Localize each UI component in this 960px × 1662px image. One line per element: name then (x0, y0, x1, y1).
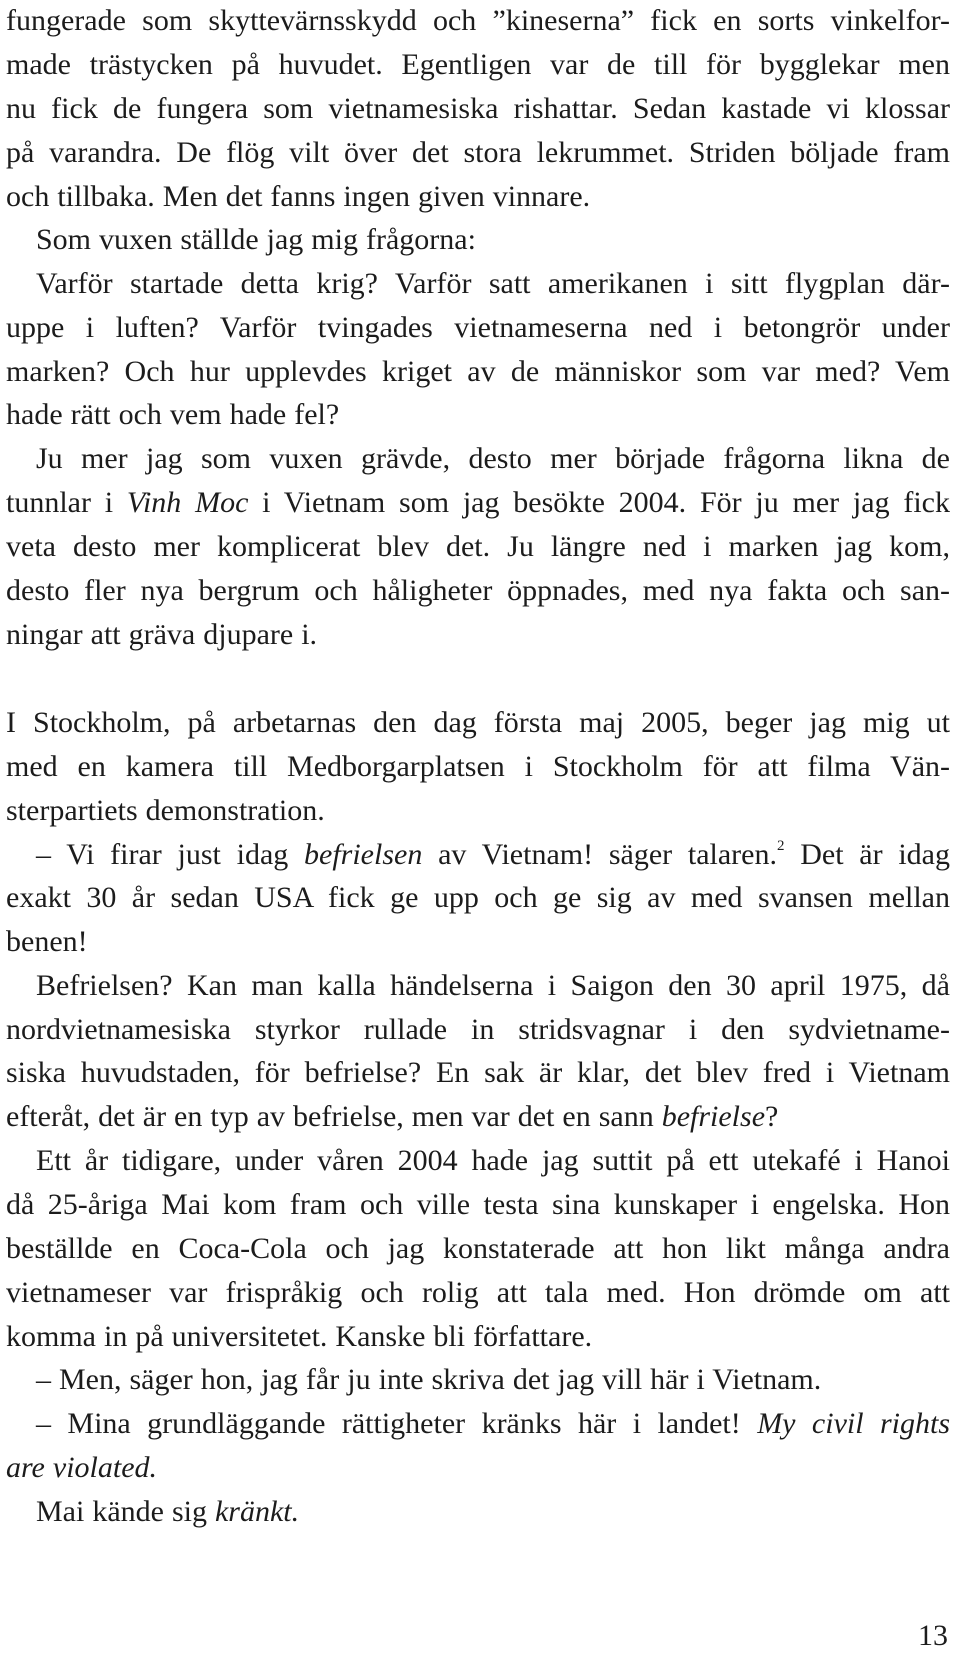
emphasis-text: are violated. (6, 1451, 158, 1484)
text-run: Varför startade detta krig? Varför satt amerikanen i sitt flygplan där- (36, 267, 950, 300)
text-line (36, 837, 950, 873)
text-run: sterpartiets demonstration. (6, 794, 325, 827)
text-line (6, 1187, 950, 1223)
emphasis-text: befrielsen (304, 838, 423, 871)
footnote-marker: 2 (776, 838, 785, 854)
text-line (6, 485, 950, 521)
text-line (6, 617, 950, 653)
text-run: och tillbaka. Men det fanns ingen given vinnare. (6, 180, 591, 213)
text-run: benen! (6, 925, 88, 958)
text-line (36, 1406, 950, 1442)
text-run: made trästycken på huvudet. Egentligen var de till för bygglekar men (6, 48, 950, 81)
text-run: med en kamera till Medborgarplatsen i Stockholm för att filma Vän- (6, 750, 950, 783)
text-run: I Stockholm, på arbetarnas den dag första maj 2005, beger jag mig ut (6, 706, 950, 739)
text-line (36, 968, 950, 1004)
emphasis-text: befrielse (661, 1100, 766, 1133)
text-run: komma in på universitetet. Kanske bli författare. (6, 1320, 593, 1353)
text-line (6, 880, 950, 916)
text-line (6, 924, 950, 960)
text-line (6, 135, 950, 171)
text-line (6, 310, 950, 346)
text-run: – Men, säger hon, jag får ju inte skriva det jag vill här i Vietnam. (36, 1363, 822, 1396)
emphasis-text: My civil rights (757, 1407, 950, 1440)
text-line (6, 1055, 950, 1091)
text-run: nordvietnamesiska styrkor rullade in stridsvagnar i den sydvietname- (6, 1013, 950, 1046)
text-line (6, 1099, 950, 1135)
text-line (6, 793, 950, 829)
text-run: tunnlar i (6, 486, 127, 519)
text-run: Ju mer jag som vuxen grävde, desto mer började frågorna likna de (36, 442, 950, 475)
text-line (6, 1319, 950, 1355)
text-line (6, 1450, 950, 1486)
text-line (6, 91, 950, 127)
text-line (6, 1012, 950, 1048)
text-line (6, 749, 950, 785)
text-run: Befrielsen? Kan man kalla händelserna i Saigon den 30 april 1975, då (36, 969, 950, 1002)
text-run: – Mina grundläggande rättigheter kränks här i landet! (36, 1407, 758, 1440)
emphasis-text: Vinh Moc (126, 486, 249, 519)
text-run: nu fick de fungera som vietnamesiska rishattar. Sedan kastade vi klossar (6, 92, 950, 125)
text-line (6, 1231, 950, 1267)
page-number: 13 (918, 1619, 948, 1652)
text-line (36, 1494, 950, 1530)
text-line (36, 1143, 950, 1179)
text-run: – Vi firar just idag (36, 838, 305, 871)
text-run: Ett år tidigare, under våren 2004 hade jag suttit på ett utekafé i Hanoi (36, 1144, 950, 1177)
text-run: Det är idag (784, 838, 950, 871)
text-run: marken? Och hur upplevdes kriget av de människor som var med? Vem (6, 355, 950, 388)
text-run: av Vietnam! säger talaren. (422, 838, 777, 871)
emphasis-text: kränkt. (214, 1495, 300, 1528)
text-line (6, 1275, 950, 1311)
text-run: på varandra. De flög vilt över det stora lekrummet. Striden böljade fram (6, 136, 950, 169)
text-run: Som vuxen ställde jag mig frågorna: (36, 223, 476, 256)
text-run: ? (765, 1100, 779, 1133)
text-line (6, 47, 950, 83)
text-run: då 25-åriga Mai kom fram och ville testa sina kunskaper i engelska. Hon (6, 1188, 950, 1221)
text-run: i Vietnam som jag besökte 2004. För ju mer jag fick (248, 486, 950, 519)
text-line (6, 3, 950, 39)
text-run: efteråt, det är en typ av befrielse, men var det en sann (6, 1100, 662, 1133)
text-line (6, 354, 950, 390)
text-run: Mai kände sig (36, 1495, 215, 1528)
text-run: siska huvudstaden, för befrielse? En sak är klar, det blev fred i Vietnam (6, 1056, 950, 1089)
text-run: fungerade som skyttevärnsskydd och ”kineserna” fick en sorts vinkelfor- (6, 4, 950, 37)
text-line (36, 1362, 950, 1398)
text-run: uppe i luften? Varför tvingades vietnameserna ned i betongrör under (6, 311, 950, 344)
text-run: ningar att gräva djupare i. (6, 618, 318, 651)
text-line (6, 529, 950, 565)
text-line (6, 397, 950, 433)
text-run: desto fler nya bergrum och håligheter öppnades, med nya fakta och san- (6, 574, 950, 607)
text-run: beställde en Coca-Cola och jag konstaterade att hon likt många andra (6, 1232, 950, 1265)
text-run: vietnameser var frispråkig och rolig att tala med. Hon drömde om att (6, 1276, 950, 1309)
text-line (6, 179, 950, 215)
text-line (36, 222, 950, 258)
text-line (36, 441, 950, 477)
text-line (36, 266, 950, 302)
text-run: hade rätt och vem hade fel? (6, 398, 340, 431)
text-line (6, 573, 950, 609)
text-line (6, 705, 950, 741)
text-run: exakt 30 år sedan USA fick ge upp och ge sig av med svansen mellan (6, 881, 950, 914)
text-run: veta desto mer komplicerat blev det. Ju längre ned i marken jag kom, (6, 530, 950, 563)
